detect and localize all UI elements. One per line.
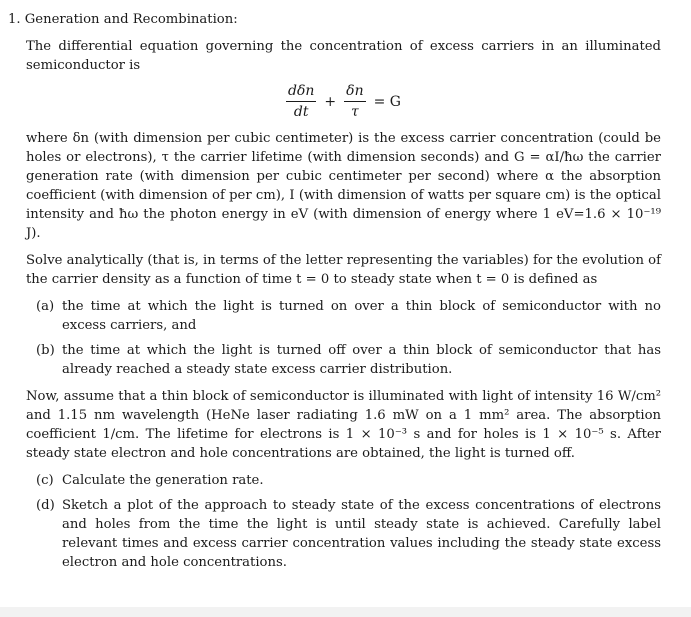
rate-equation (26, 83, 661, 121)
item-label: (d) (36, 498, 55, 513)
list-item (36, 297, 661, 335)
definitions-paragraph: where δn (with dimension per cubic centimeter) is the excess carrier concentration (could be holes or electrons), τ the carrier lifetime (with dimension seconds) and G = αI/ħω the carrier generation rate (with dimension per cubic centimeter per second) where α the absorption coefficient (with dimension of per cm), I (with dimension of watts per square cm) is the optical intensity and ħω the photon energy in eV (with dimension of energy where 1 eV=1.6 × 10⁻¹⁹ J). (26, 131, 661, 241)
scenario-paragraph: Now, assume that a thin block of semiconductor is illuminated with light of intensity 16 W/cm² and 1.15 nm wavelength (HeNe laser radiating 1.6 mW on a 1 mm² area. The absorption coefficient 1/cm. The lifetime for electrons is 1 × 10⁻³ s and for holes is 1 × 10⁻⁵ s. After steady state electron and hole concentrations are obtained, the light is turned off. (26, 389, 661, 461)
solve-paragraph: Solve analytically (that is, in terms of the letter representing the variables) for the evolution of the carrier density as a function of time t = 0 to steady state when t = 0 is defined as (26, 253, 661, 287)
item-label: (b) (36, 343, 55, 358)
list-item (36, 471, 661, 490)
item-text: Calculate the generation rate. (62, 473, 264, 488)
fraction-numerator: δn (344, 83, 365, 102)
fraction-decay (344, 83, 365, 121)
item-label: (c) (36, 473, 54, 488)
plus-sign: + (324, 93, 337, 110)
fraction-denominator: dt (293, 104, 309, 120)
bottom-strip (0, 607, 691, 617)
intro-paragraph: The differential equation governing the concentration of excess carriers in an illuminated semiconductor is (26, 39, 661, 73)
parts-cd-list (26, 471, 661, 572)
parts-ab-list (26, 297, 661, 379)
question-title: 1. Generation and Recombination: (8, 12, 238, 27)
fraction-numerator: dδn (286, 83, 316, 102)
item-label: (a) (36, 299, 55, 314)
item-text: the time at which the light is turned off over a thin block of semiconductor that has already reached a steady state excess carrier distribution. (62, 343, 661, 377)
item-text: Sketch a plot of the approach to steady state of the excess concentrations of electrons and holes from the time the light is until steady state is achieved. Carefully label relevant times and excess carrier concentration values including the steady state excess electron and hole concentrations. (62, 498, 661, 570)
equation-content (282, 83, 405, 121)
fraction-derivative (286, 83, 316, 121)
question-body (26, 37, 661, 572)
item-text: the time at which the light is turned on over a thin block of semiconductor with no excess carriers, and (62, 299, 661, 333)
fraction-denominator: τ (351, 104, 359, 120)
list-item (36, 496, 661, 572)
equals-g: = G (373, 93, 401, 110)
list-item (36, 341, 661, 379)
